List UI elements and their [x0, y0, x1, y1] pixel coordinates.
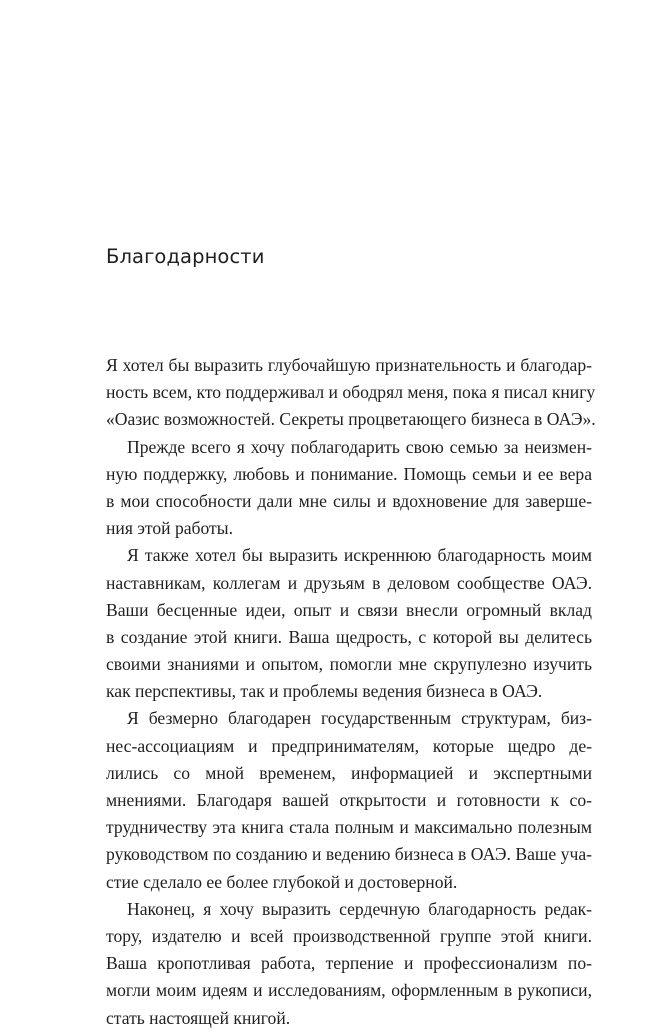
text-line: Прежде всего я хочу поблагодарить свою семью за неизмен- [127, 436, 592, 457]
text-line: в создание этой книги. Ваша щедрость, с которой вы делитесь [106, 626, 592, 647]
text-line: стие сделало ее более глубокой и достоверной. [106, 871, 458, 892]
paragraph [106, 705, 592, 895]
text-line: могли моим идеям и исследованиям, оформленным в рукописи, [106, 980, 592, 1001]
text-line: Я хотел бы выразить глубочайшую признательность и благодар- [106, 355, 592, 375]
text-line: Ваша кропотливая работа, терпение и профессионализм по- [106, 953, 592, 974]
text-line: как перспективы, так и проблемы ведения бизнеса в ОАЭ. [106, 681, 543, 702]
text-line: лились со мной временем, информацией и экспертными [106, 762, 592, 783]
text-line: руководством по созданию и ведению бизнеса в ОАЭ. Ваше уча- [106, 844, 592, 865]
text-line: Наконец, я хочу выразить сердечную благодарность редак- [127, 898, 592, 919]
text-line: ную поддержку, любовь и понимание. Помощь семьи и ее вера [106, 463, 592, 484]
text-line: ния этой работы. [106, 518, 233, 539]
paragraph [106, 434, 592, 543]
paragraph [106, 896, 592, 1032]
body-text [106, 352, 596, 1032]
text-line: своими знаниями и опытом, помогли мне скрупулезно изучить [106, 654, 592, 675]
text-line: трудничеству эта книга стала полным и максимально полезным [106, 817, 592, 838]
text-line: в мои способности дали мне силы и вдохновение для заверше- [106, 490, 592, 511]
text-line: нес-ассоциациям и предпринимателям, которые щедро де- [106, 735, 592, 756]
text-line: мнениями. Благодаря вашей открытости и готовности к со- [106, 790, 592, 810]
text-line: ность всем, кто поддерживал и ободрял меня, пока я писал книгу [106, 382, 596, 403]
text-line: наставникам, коллегам и друзьям в деловом сообществе ОАЭ. [106, 572, 592, 593]
text-line: Я также хотел бы выразить искреннюю благодарность моим [127, 545, 592, 566]
text-line: стать настоящей книгой. [106, 1007, 291, 1028]
text-line: тору, издателю и всей производственной группе этой книги. [106, 925, 592, 946]
text-line: «Оазис возможностей. Секреты процветающего бизнеса в ОАЭ». [106, 409, 596, 430]
text-line: Ваши бесценные идеи, опыт и связи внесли огромный вклад [106, 599, 592, 620]
text-line: Я безмерно благодарен государственным структурам, биз- [127, 708, 592, 729]
page-heading: Благодарности [106, 245, 265, 268]
paragraph [106, 352, 596, 434]
paragraph [106, 542, 592, 705]
